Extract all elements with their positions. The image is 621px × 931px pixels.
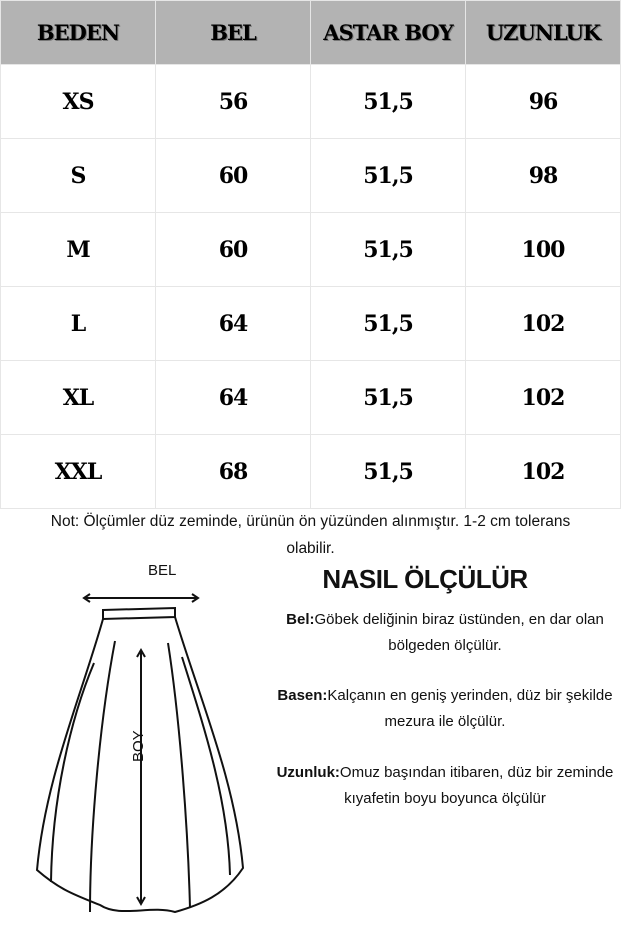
table-cell: 68 [156, 435, 311, 509]
table-cell: 51,5 [311, 435, 466, 509]
boy-label: BOY [130, 730, 147, 762]
table-cell: M [1, 213, 156, 287]
table-row [1, 361, 621, 435]
table-cell: 102 [466, 361, 621, 435]
bel-label: BEL [148, 562, 177, 579]
header-uzunluk: UZUNLUK [466, 1, 621, 65]
text: Kalçanın en geniş yerinden, düz bir şekilde mezura ile ölçülür. [327, 687, 613, 730]
table-row [1, 435, 621, 509]
term: Uzunluk: [276, 764, 340, 781]
table-cell: XXL [1, 435, 156, 509]
term: Bel: [286, 611, 315, 628]
table-cell: S [1, 139, 156, 213]
uzunluk-description [270, 760, 620, 812]
table-row [1, 139, 621, 213]
table-header-row [1, 1, 621, 65]
table-cell: 51,5 [311, 213, 466, 287]
text: Omuz başından itibaren, düz bir zeminde kıyafetin boyu boyunca ölçülür [339, 764, 614, 807]
table-cell: 51,5 [311, 139, 466, 213]
table-cell: 102 [466, 287, 621, 361]
how-to-measure-title: NASIL ÖLÇÜLÜR [322, 564, 528, 594]
measurement-note: Not: Ölçümler düz zeminde, ürünün ön yüzünden alınmıştır. 1-2 cm tolerans olabilir. [50, 513, 571, 557]
table-cell: XS [1, 65, 156, 139]
basen-description [270, 683, 620, 735]
table-cell: XL [1, 361, 156, 435]
table-cell: 64 [156, 361, 311, 435]
bel-description [270, 607, 620, 659]
boy-arrow-icon [137, 650, 145, 904]
table-row [1, 213, 621, 287]
table-cell: 51,5 [311, 361, 466, 435]
table-cell: 64 [156, 287, 311, 361]
table-cell: L [1, 287, 156, 361]
table-cell: 56 [156, 65, 311, 139]
table-cell: 60 [156, 139, 311, 213]
table-row [1, 65, 621, 139]
table-cell: 51,5 [311, 287, 466, 361]
table-row [1, 287, 621, 361]
table-cell: 96 [466, 65, 621, 139]
table-cell: 102 [466, 435, 621, 509]
skirt-diagram [0, 500, 290, 931]
header-beden: BEDEN [1, 1, 156, 65]
header-bel: BEL [156, 1, 311, 65]
bel-arrow-icon [84, 594, 198, 602]
term: Basen: [277, 687, 328, 704]
table-cell: 98 [466, 139, 621, 213]
text: Göbek deliğinin biraz üstünden, en dar olan bölgeden ölçülür. [314, 611, 604, 654]
table-cell: 51,5 [311, 65, 466, 139]
table-cell: 60 [156, 213, 311, 287]
header-astar-boy: ASTAR BOY [311, 1, 466, 65]
table-cell: 100 [466, 213, 621, 287]
